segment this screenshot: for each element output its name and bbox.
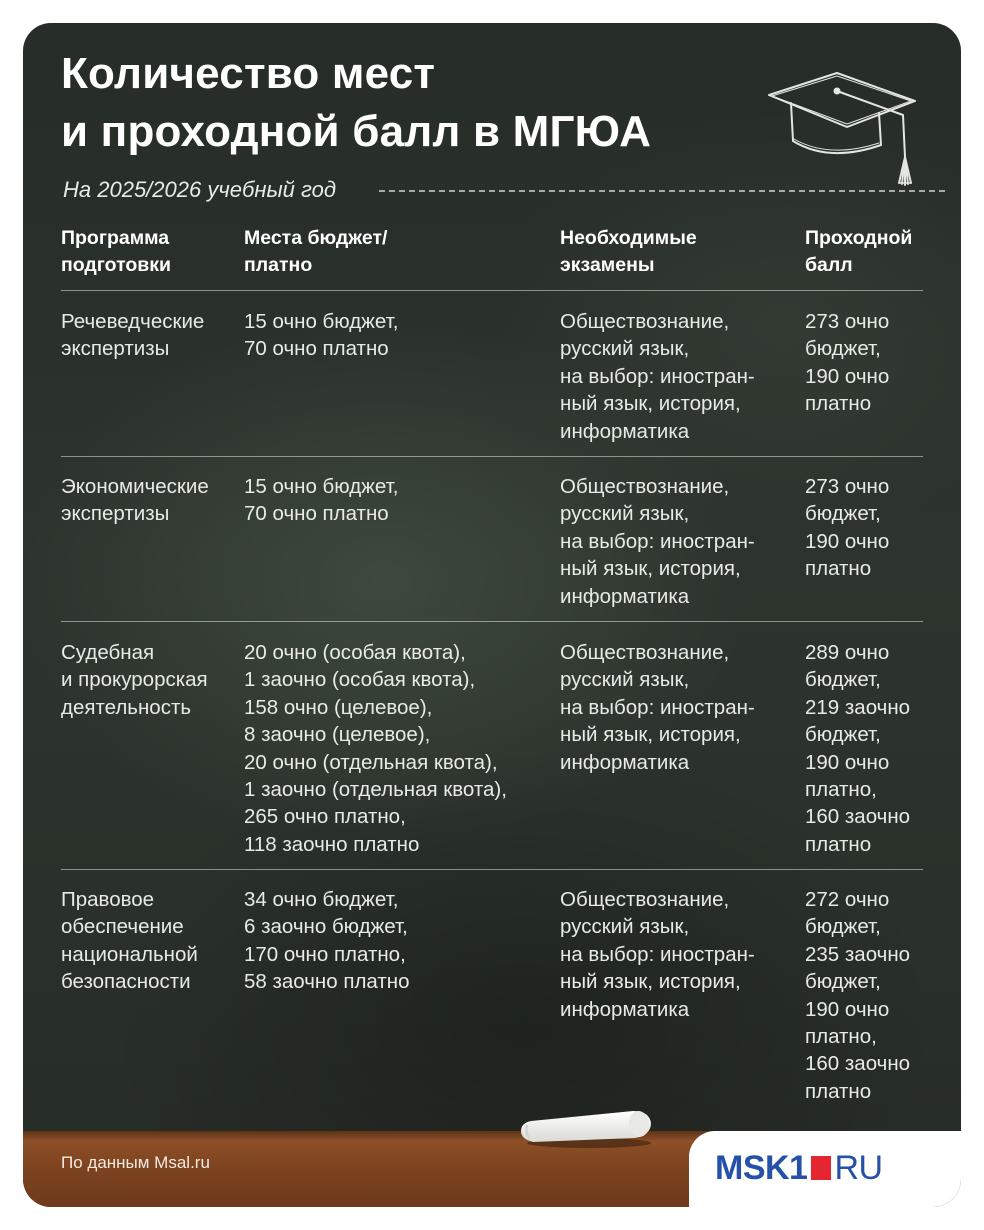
- header-places: Места бюджет/ платно: [244, 227, 388, 276]
- row-2-places: 15 очно бюджет, 70 очно платно: [244, 475, 399, 526]
- chalkboard: [23, 23, 961, 1207]
- row-1-places: 15 очно бюджет, 70 очно платно: [244, 310, 399, 361]
- row-1-program: Речеведческие экспертизы: [61, 310, 205, 361]
- subtitle-row: [61, 175, 923, 205]
- row-2-program: Экономические экспертизы: [61, 475, 209, 526]
- table-divider: [61, 621, 923, 622]
- subtitle: На 2025/2026 учебный год: [63, 177, 336, 202]
- table-divider: [61, 290, 923, 291]
- title-line-2: и проходной балл в МГЮА: [61, 107, 652, 156]
- chalk-icon: [517, 1105, 657, 1149]
- row-4-program: Правовое обеспечение национальной безопасности: [61, 888, 198, 994]
- graduation-cap-icon: [763, 61, 923, 191]
- logo-red-square: [811, 1156, 831, 1180]
- msk1-logo: [715, 1148, 883, 1188]
- row-4-places: 34 очно бюджет, 6 заочно бюджет, 170 очно платно, 58 заочно платно: [244, 888, 410, 994]
- row-3-score: 289 очно бюджет, 219 заочно бюджет, 190 очно платно, 160 заочно платно: [805, 641, 911, 856]
- logo-text-ru: RU: [834, 1148, 883, 1187]
- row-2-score: 273 очно бюджет, 190 очно платно: [805, 475, 890, 581]
- row-4-exams: Обществознание, русский язык, на выбор: иностран- ный язык, история, информатика: [560, 888, 755, 1021]
- row-2-exams: Обществознание, русский язык, на выбор: иностран- ный язык, история, информатика: [560, 475, 755, 608]
- row-1-exams: Обществознание, русский язык, на выбор: иностран- ный язык, история, информатика: [560, 310, 755, 443]
- row-1-score: 273 очно бюджет, 190 очно платно: [805, 310, 890, 416]
- row-4-score: 272 очно бюджет, 235 заочно бюджет, 190 очно платно, 160 заочно платно: [805, 888, 911, 1103]
- header-score: Проходной балл: [805, 227, 913, 276]
- logo-text-msk1: MSK1: [715, 1148, 808, 1187]
- row-3-program: Судебная и прокурорская деятельность: [61, 641, 208, 719]
- dashed-divider: [379, 190, 945, 192]
- row-3-places: 20 очно (особая квота), 1 заочно (особая квота), 158 очно (целевое), 8 заочно (целевое), 20 очно (отдельная квота), 1 заочно (отдельная квота), 265 очно платно, 118 заочно платно: [244, 641, 507, 856]
- title-line-1: Количество мест: [61, 49, 436, 98]
- row-3-exams: Обществознание, русский язык, на выбор: иностран- ный язык, история, информатика: [560, 641, 755, 774]
- table-divider: [61, 869, 923, 870]
- header-exams: Необходимые экзамены: [560, 227, 697, 276]
- table-divider: [61, 456, 923, 457]
- header-program: Программа подготовки: [61, 227, 172, 276]
- source-note: По данным Msal.ru: [61, 1153, 210, 1172]
- page-title: [61, 45, 651, 161]
